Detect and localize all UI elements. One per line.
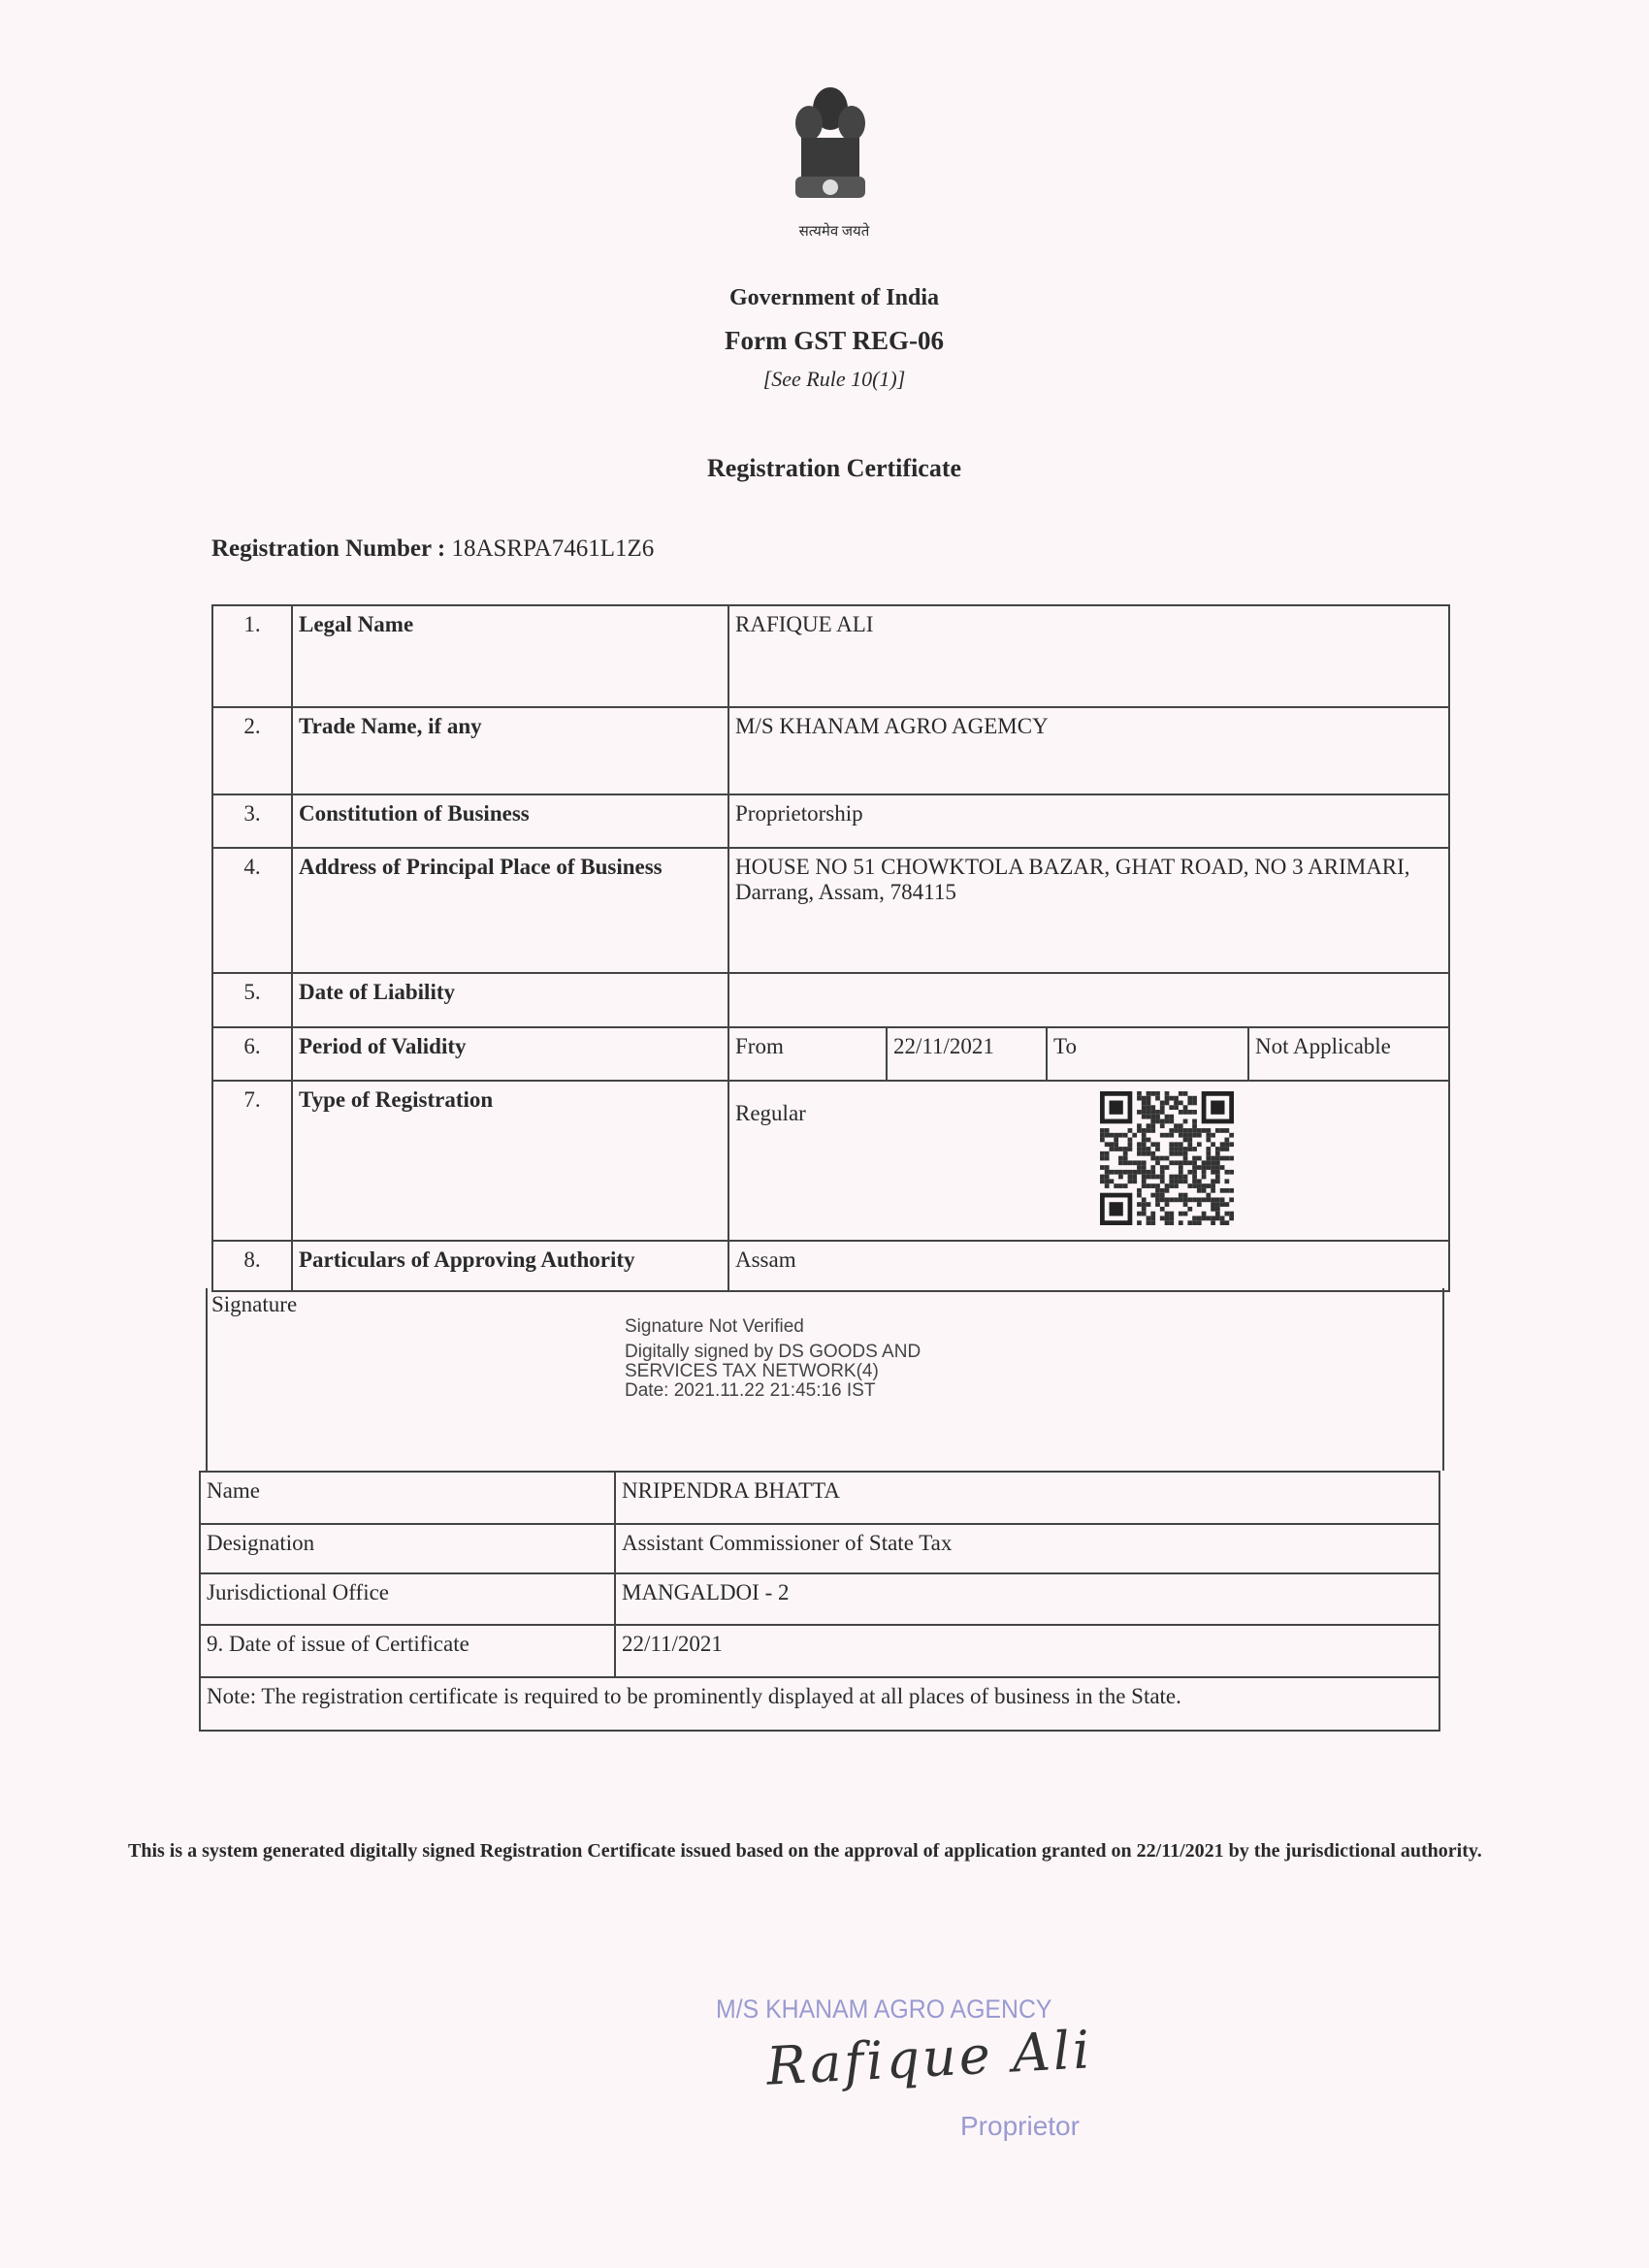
approving-authority-table [199, 1471, 1440, 1732]
signature-date: Date: 2021.11.22 21:45:16 IST [625, 1380, 876, 1401]
table-row [200, 1625, 1439, 1677]
row-number: 6. [212, 1027, 292, 1081]
row-label: Date of Liability [292, 973, 728, 1027]
national-emblem-icon [786, 80, 875, 215]
authority-value: NRIPENDRA BHATTA [615, 1472, 1439, 1524]
table-row [200, 1677, 1439, 1731]
row-number: 4. [212, 848, 292, 973]
table-row [212, 1027, 1449, 1081]
validity-from-date: 22/11/2021 [887, 1027, 1047, 1081]
table-row [212, 973, 1449, 1027]
table-row [212, 1241, 1449, 1291]
row-value [728, 973, 1449, 1027]
row-value: RAFIQUE ALI [728, 605, 1449, 707]
row-value: Proprietorship [728, 794, 1449, 848]
row-label: Type of Registration [292, 1081, 728, 1241]
table-row [200, 1573, 1439, 1625]
table-row [200, 1472, 1439, 1524]
row-label: Period of Validity [292, 1027, 728, 1081]
row-label: Legal Name [292, 605, 728, 707]
row-value: HOUSE NO 51 CHOWKTOLA BAZAR, GHAT ROAD, NO 3 ARIMARI, Darrang, Assam, 784115 [728, 848, 1449, 973]
table-row [212, 707, 1449, 794]
row-label: Trade Name, if any [292, 707, 728, 794]
registration-number-value: 18ASRPA7461L1Z6 [451, 535, 655, 562]
table-row [212, 1081, 1449, 1241]
row-value: M/S KHANAM AGRO AGEMCY [728, 707, 1449, 794]
registration-number [211, 535, 654, 563]
signature-signer: Digitally signed by DS GOODS AND [625, 1342, 922, 1362]
signature-status: Signature Not Verified [625, 1316, 804, 1337]
form-heading: Form GST REG-06 [724, 326, 944, 355]
registration-details-table [211, 604, 1450, 1292]
row-value-cell [728, 1081, 1449, 1241]
rule-reference: [See Rule 10(1)] [762, 367, 906, 391]
stamp-role: Proprietor [960, 2111, 1080, 2141]
government-heading: Government of India [729, 285, 939, 310]
authority-label: Designation [200, 1524, 615, 1573]
digital-signature [625, 1317, 921, 1401]
page-title: Registration Certificate [706, 454, 962, 482]
authority-label: Name [200, 1472, 615, 1524]
company-stamp-name: M/S KHANAM AGRO AGENCY [716, 1994, 1052, 2024]
table-row [200, 1524, 1439, 1573]
emblem-motto: सत्यमेव जयते [798, 224, 870, 240]
qr-code-icon [1100, 1091, 1234, 1225]
row-label: Address of Principal Place of Business [292, 848, 728, 973]
row-number: 2. [212, 707, 292, 794]
signature-label: Signature [211, 1292, 298, 1316]
row-value: Assam [728, 1241, 1449, 1291]
row-label: Constitution of Business [292, 794, 728, 848]
validity-to-date: Not Applicable [1248, 1027, 1449, 1081]
signature-signer-org: SERVICES TAX NETWORK(4) [625, 1361, 879, 1381]
authority-value: 22/11/2021 [615, 1625, 1439, 1677]
display-note: Note: The registration certificate is required to be prominently displayed at all places of business in the State. [200, 1677, 1439, 1731]
authority-label: 9. Date of issue of Certificate [200, 1625, 615, 1677]
signature-block [206, 1288, 1444, 1471]
registration-number-label: Registration Number : [211, 535, 446, 562]
handwritten-signature: Rafique Ali [764, 2019, 1094, 2097]
row-number: 7. [212, 1081, 292, 1241]
authority-value: MANGALDOI - 2 [615, 1573, 1439, 1625]
table-row [212, 848, 1449, 973]
table-row [212, 794, 1449, 848]
validity-from-label: From [728, 1027, 887, 1081]
authority-value: Assistant Commissioner of State Tax [615, 1524, 1439, 1573]
authority-label: Jurisdictional Office [200, 1573, 615, 1625]
row-number: 8. [212, 1241, 292, 1291]
table-row [212, 605, 1449, 707]
row-number: 5. [212, 973, 292, 1027]
row-label: Particulars of Approving Authority [292, 1241, 728, 1291]
system-generated-footer: This is a system generated digitally signed Registration Certificate issued based on the approval of application granted on 22/11/2021 by the jurisdictional authority. [128, 1840, 1482, 1862]
row-number: 3. [212, 794, 292, 848]
row-number: 1. [212, 605, 292, 707]
validity-to-label: To [1047, 1027, 1248, 1081]
row-value: Regular [735, 1101, 806, 1125]
